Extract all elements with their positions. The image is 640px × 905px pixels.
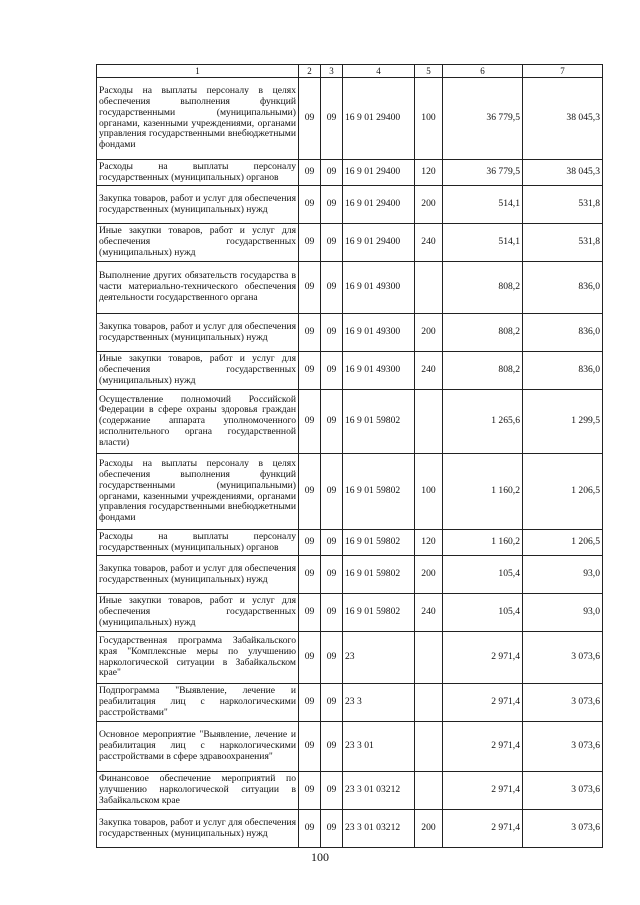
table-row: [97, 224, 603, 262]
row-amount-year1-cell: 105,4: [443, 594, 523, 632]
row-section-cell: 09: [299, 224, 321, 262]
row-subsection-cell: 09: [321, 160, 343, 186]
row-amount-year2-cell: 3 073,6: [523, 772, 603, 810]
row-name-cell: Иные закупки товаров, работ и услуг для обеспечения государственных (муниципальных) нужд: [97, 224, 299, 262]
header-col-6: 6: [443, 65, 523, 78]
row-amount-year2-cell: 1 206,5: [523, 530, 603, 556]
row-amount-year2-cell: 38 045,3: [523, 160, 603, 186]
row-target-code-cell: 16 9 01 49300: [343, 352, 415, 390]
row-subsection-cell: 09: [321, 314, 343, 352]
row-name-cell: Расходы на выплаты персоналу в целях обеспечения выполнения функций государственными (муниципальными) органами, казенными учреждениями, органами управления государственными внебюджетными фондами: [97, 454, 299, 530]
row-amount-year1-cell: 2 971,4: [443, 772, 523, 810]
row-amount-year2-cell: 3 073,6: [523, 722, 603, 772]
row-name-cell: Основное мероприятие "Выявление, лечение и реабилитация лиц с наркологическими расстройствами в сфере здравоохранения": [97, 722, 299, 772]
row-amount-year2-cell: 3 073,6: [523, 684, 603, 722]
row-subsection-cell: 09: [321, 684, 343, 722]
row-name-cell: Закупка товаров, работ и услуг для обеспечения государственных (муниципальных) нужд: [97, 186, 299, 224]
row-amount-year1-cell: 808,2: [443, 352, 523, 390]
table-row: [97, 594, 603, 632]
table-row: [97, 160, 603, 186]
row-target-code-cell: 16 9 01 59802: [343, 594, 415, 632]
row-section-cell: 09: [299, 594, 321, 632]
row-target-code-cell: 16 9 01 59802: [343, 390, 415, 454]
row-target-code-cell: 23 3 01 03212: [343, 810, 415, 848]
row-amount-year2-cell: 38 045,3: [523, 78, 603, 160]
row-amount-year1-cell: 2 971,4: [443, 722, 523, 772]
row-name-cell: Закупка товаров, работ и услуг для обеспечения государственных (муниципальных) нужд: [97, 556, 299, 594]
row-expense-type-cell: [415, 772, 443, 810]
row-subsection-cell: 09: [321, 722, 343, 772]
row-subsection-cell: 09: [321, 454, 343, 530]
row-amount-year1-cell: 514,1: [443, 224, 523, 262]
table-row: [97, 454, 603, 530]
row-section-cell: 09: [299, 352, 321, 390]
row-target-code-cell: 23: [343, 632, 415, 684]
header-col-1: 1: [97, 65, 299, 78]
row-section-cell: 09: [299, 314, 321, 352]
row-subsection-cell: 09: [321, 556, 343, 594]
row-name-cell: Подпрограмма "Выявление, лечение и реабилитация лиц с наркологическими расстройствами": [97, 684, 299, 722]
row-section-cell: 09: [299, 390, 321, 454]
table-row: [97, 262, 603, 314]
row-amount-year2-cell: 93,0: [523, 594, 603, 632]
row-name-cell: Закупка товаров, работ и услуг для обеспечения государственных (муниципальных) нужд: [97, 314, 299, 352]
row-target-code-cell: 16 9 01 59802: [343, 454, 415, 530]
row-amount-year2-cell: 3 073,6: [523, 810, 603, 848]
row-target-code-cell: 16 9 01 49300: [343, 262, 415, 314]
row-amount-year1-cell: 36 779,5: [443, 160, 523, 186]
row-target-code-cell: 16 9 01 29400: [343, 186, 415, 224]
row-amount-year1-cell: 1 160,2: [443, 530, 523, 556]
table-row: [97, 530, 603, 556]
row-amount-year1-cell: 808,2: [443, 314, 523, 352]
table-row: [97, 390, 603, 454]
row-amount-year1-cell: 36 779,5: [443, 78, 523, 160]
row-target-code-cell: 16 9 01 29400: [343, 160, 415, 186]
table-row: [97, 684, 603, 722]
row-name-cell: Государственная программа Забайкальского края "Комплексные меры по улучшению наркологической ситуации в Забайкальском крае": [97, 632, 299, 684]
row-expense-type-cell: 240: [415, 224, 443, 262]
row-target-code-cell: 16 9 01 29400: [343, 78, 415, 160]
row-amount-year2-cell: 3 073,6: [523, 632, 603, 684]
row-section-cell: 09: [299, 810, 321, 848]
row-name-cell: Закупка товаров, работ и услуг для обеспечения государственных (муниципальных) нужд: [97, 810, 299, 848]
row-target-code-cell: 16 9 01 29400: [343, 224, 415, 262]
row-subsection-cell: 09: [321, 186, 343, 224]
table-row: [97, 352, 603, 390]
row-amount-year1-cell: 1 160,2: [443, 454, 523, 530]
row-section-cell: 09: [299, 772, 321, 810]
row-expense-type-cell: 240: [415, 594, 443, 632]
row-amount-year2-cell: 531,8: [523, 224, 603, 262]
row-expense-type-cell: 100: [415, 454, 443, 530]
row-section-cell: 09: [299, 530, 321, 556]
table-row: [97, 632, 603, 684]
row-amount-year2-cell: 836,0: [523, 314, 603, 352]
row-target-code-cell: 16 9 01 49300: [343, 314, 415, 352]
table-header-row: [97, 65, 603, 78]
header-col-3: 3: [321, 65, 343, 78]
header-col-7: 7: [523, 65, 603, 78]
row-section-cell: 09: [299, 632, 321, 684]
row-amount-year1-cell: 808,2: [443, 262, 523, 314]
row-name-cell: Осуществление полномочий Российской Федерации в сфере охраны здоровья граждан (содержание аппарата уполномоченного исполнительного органа государственной власти): [97, 390, 299, 454]
row-name-cell: Выполнение других обязательств государства в части материально-технического обеспечения деятельности государственного органа: [97, 262, 299, 314]
row-amount-year1-cell: 105,4: [443, 556, 523, 594]
row-expense-type-cell: 100: [415, 78, 443, 160]
header-col-4: 4: [343, 65, 415, 78]
table-row: [97, 78, 603, 160]
row-section-cell: 09: [299, 78, 321, 160]
table-row: [97, 722, 603, 772]
row-amount-year2-cell: 836,0: [523, 262, 603, 314]
row-amount-year2-cell: 1 299,5: [523, 390, 603, 454]
row-subsection-cell: 09: [321, 632, 343, 684]
row-subsection-cell: 09: [321, 78, 343, 160]
row-section-cell: 09: [299, 454, 321, 530]
row-target-code-cell: 23 3 01 03212: [343, 772, 415, 810]
row-name-cell: Иные закупки товаров, работ и услуг для обеспечения государственных (муниципальных) нужд: [97, 594, 299, 632]
row-amount-year1-cell: 514,1: [443, 186, 523, 224]
row-expense-type-cell: [415, 722, 443, 772]
row-name-cell: Расходы на выплаты персоналу государственных (муниципальных) органов: [97, 160, 299, 186]
row-section-cell: 09: [299, 722, 321, 772]
row-amount-year1-cell: 1 265,6: [443, 390, 523, 454]
row-expense-type-cell: 120: [415, 530, 443, 556]
row-expense-type-cell: 200: [415, 314, 443, 352]
row-target-code-cell: 23 3: [343, 684, 415, 722]
row-section-cell: 09: [299, 262, 321, 314]
row-section-cell: 09: [299, 160, 321, 186]
row-amount-year2-cell: 1 206,5: [523, 454, 603, 530]
table-row: [97, 772, 603, 810]
row-expense-type-cell: [415, 684, 443, 722]
table-row: [97, 810, 603, 848]
row-expense-type-cell: 200: [415, 556, 443, 594]
row-target-code-cell: 16 9 01 59802: [343, 530, 415, 556]
row-subsection-cell: 09: [321, 352, 343, 390]
table-row: [97, 314, 603, 352]
row-expense-type-cell: [415, 262, 443, 314]
row-target-code-cell: 16 9 01 59802: [343, 556, 415, 594]
row-subsection-cell: 09: [321, 772, 343, 810]
row-subsection-cell: 09: [321, 530, 343, 556]
row-expense-type-cell: 120: [415, 160, 443, 186]
table-row: [97, 556, 603, 594]
header-col-5: 5: [415, 65, 443, 78]
row-section-cell: 09: [299, 684, 321, 722]
row-expense-type-cell: 200: [415, 186, 443, 224]
row-name-cell: Расходы на выплаты персоналу в целях обеспечения выполнения функций государственными (муниципальными) органами, казенными учреждениями, органами управления государственными внебюджетными фондами: [97, 78, 299, 160]
row-target-code-cell: 23 3 01: [343, 722, 415, 772]
row-amount-year1-cell: 2 971,4: [443, 632, 523, 684]
row-section-cell: 09: [299, 556, 321, 594]
row-name-cell: Финансовое обеспечение мероприятий по улучшению наркологической ситуации в Забайкальском крае: [97, 772, 299, 810]
row-expense-type-cell: 240: [415, 352, 443, 390]
row-subsection-cell: 09: [321, 594, 343, 632]
row-amount-year2-cell: 531,8: [523, 186, 603, 224]
row-amount-year1-cell: 2 971,4: [443, 810, 523, 848]
row-section-cell: 09: [299, 186, 321, 224]
row-name-cell: Иные закупки товаров, работ и услуг для обеспечения государственных (муниципальных) нужд: [97, 352, 299, 390]
row-subsection-cell: 09: [321, 224, 343, 262]
row-amount-year2-cell: 836,0: [523, 352, 603, 390]
row-expense-type-cell: 200: [415, 810, 443, 848]
row-subsection-cell: 09: [321, 390, 343, 454]
header-col-2: 2: [299, 65, 321, 78]
row-name-cell: Расходы на выплаты персоналу государственных (муниципальных) органов: [97, 530, 299, 556]
row-amount-year2-cell: 93,0: [523, 556, 603, 594]
budget-table: [96, 64, 603, 848]
row-amount-year1-cell: 2 971,4: [443, 684, 523, 722]
table-row: [97, 186, 603, 224]
row-expense-type-cell: [415, 632, 443, 684]
row-expense-type-cell: [415, 390, 443, 454]
row-subsection-cell: 09: [321, 262, 343, 314]
row-subsection-cell: 09: [321, 810, 343, 848]
page-number: 100: [311, 850, 329, 864]
